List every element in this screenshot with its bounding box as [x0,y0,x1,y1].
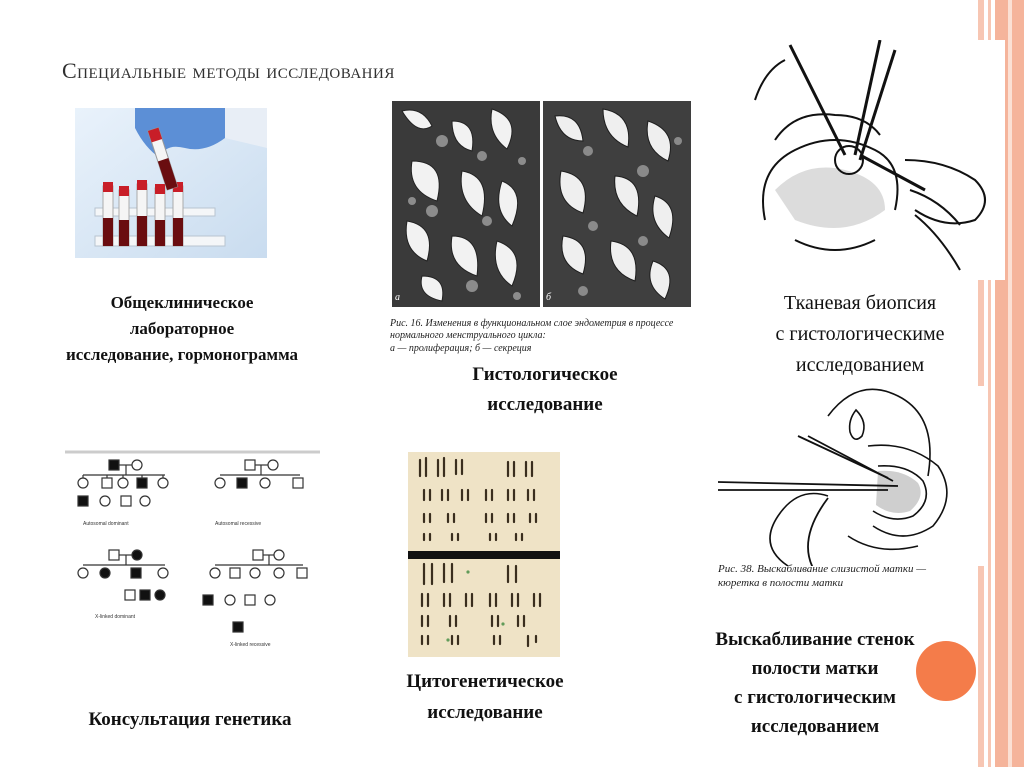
genetics-pedigree-image [65,450,320,650]
biopsy-caption: Тканевая биопсия с гистологическиме исследованием [775,292,945,376]
genetics-caption: Консультация генетика [88,709,292,730]
histology-image-a [392,101,540,307]
histology-label-b: б [546,292,552,303]
curettage-figure-caption: Рис. 38. Выскабливание слизистой матки — кюретка в полости матки [718,563,927,589]
decor-stripe-4 [1008,0,1012,767]
histology-figure-caption-2: а — пролиферация; б — секреция [390,343,532,354]
histology-label-a: а [395,292,400,303]
lab-caption: Общеклиническое лабораторное исследование, гормонограмма [65,293,299,364]
pedigree-label-3: X-linked dominant [95,614,136,620]
slide-title: Специальные методы исследования [62,58,395,83]
pedigree-label-1: Autosomal dominant [83,521,129,527]
histology-figure-caption: Рис. 16. Изменения в функциональном слое эндометрия в процессе нормального менструального цикла: [390,318,674,341]
cytogenetics-caption: Цитогенетическое исследование [406,671,564,723]
pedigree-label-2: Autosomal recessive [215,521,262,527]
curettage-caption: Выскабливание стенок полости матки с гистологическим исследованием [715,629,915,737]
karyotype-image [408,452,560,657]
biopsy-drawing [735,40,1005,280]
histology-caption: Гистологическое исследование [472,364,618,415]
lab-test-tubes-image [75,108,267,258]
histology-image-b [543,101,691,307]
curettage-drawing [718,386,986,566]
pedigree-label-4: X-linked recessive [230,642,271,648]
decor-orange-circle [916,641,976,701]
